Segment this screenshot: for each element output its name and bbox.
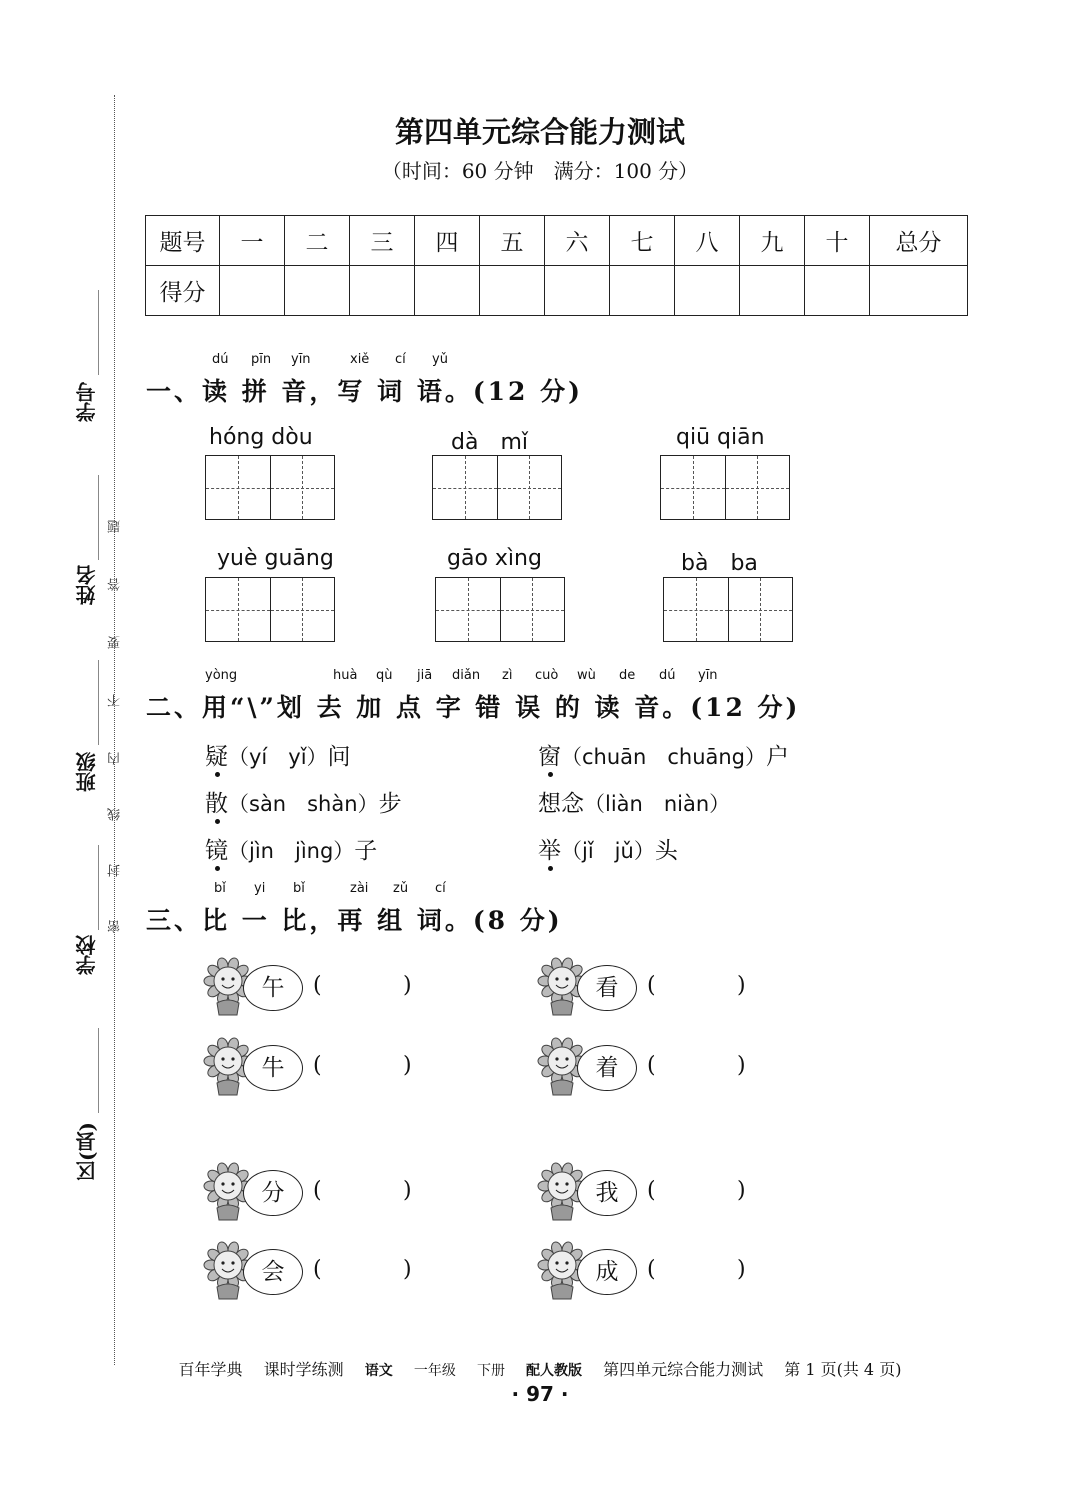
header-cell: 七: [610, 216, 675, 266]
footer-volume: 下册: [476, 1363, 505, 1379]
answer-close-paren: ): [403, 1053, 412, 1078]
section-2-title: 二、用“\”划 去 加 点 字 错 误 的 读 音。(12 分): [146, 693, 801, 722]
field-class: 班级: [75, 752, 99, 792]
seal-char: 线: [108, 808, 123, 821]
score-cell[interactable]: [480, 266, 545, 316]
question-item: 举（jǐ jǔ）头: [538, 838, 678, 864]
pinyin-prompt: gāo xìng: [447, 546, 542, 571]
pinyin: bǐ: [293, 881, 305, 896]
answer-open-paren[interactable]: (: [313, 1257, 322, 1282]
pinyin: yīn: [698, 668, 718, 683]
footer-brand: 百年学典: [178, 1360, 243, 1379]
header-cell: 五: [480, 216, 545, 266]
pinyin: cuò: [535, 668, 559, 683]
question-item: 散（sàn shàn）步: [205, 791, 402, 817]
blank-line: [98, 1028, 99, 1113]
compare-item: [203, 1158, 443, 1222]
header-cell: 二: [285, 216, 350, 266]
compare-item: [537, 953, 777, 1017]
score-cell[interactable]: [740, 266, 805, 316]
blank-line: [98, 660, 99, 745]
score-cell[interactable]: [675, 266, 740, 316]
pinyin: dú: [659, 668, 676, 683]
pinyin: qù: [376, 668, 393, 683]
answer-open-paren[interactable]: (: [647, 1257, 656, 1282]
header-cell: 八: [675, 216, 740, 266]
answer-open-paren[interactable]: (: [647, 1053, 656, 1078]
pinyin: de: [619, 668, 636, 683]
footer-grade: 一年级: [413, 1363, 456, 1379]
seal-char: 题: [108, 520, 123, 533]
row-label: 得分: [146, 266, 220, 316]
character-bubble: 分: [243, 1170, 303, 1216]
score-table: [145, 215, 968, 316]
question-item: 窗（chuān chuāng）户: [538, 744, 790, 770]
table-row: [146, 216, 968, 266]
writing-grid[interactable]: [205, 577, 335, 642]
character-bubble: 牛: [243, 1045, 303, 1091]
pinyin: dú: [212, 352, 229, 367]
score-cell[interactable]: [220, 266, 285, 316]
pinyin: pīn: [251, 352, 272, 367]
binding-line: [114, 95, 115, 1365]
table-row: [146, 266, 968, 316]
header-cell: 六: [545, 216, 610, 266]
footer-test-name: 第四单元综合能力测试: [603, 1360, 764, 1379]
answer-close-paren: ): [737, 973, 746, 998]
seal-char: 答: [108, 578, 123, 591]
score-cell[interactable]: [805, 266, 870, 316]
field-student-id: 学号: [75, 382, 99, 422]
pinyin: yi: [254, 881, 266, 896]
seal-char: 不: [108, 694, 123, 707]
answer-close-paren: ): [403, 1257, 412, 1282]
answer-open-paren[interactable]: (: [313, 1053, 322, 1078]
pinyin: yòng: [205, 668, 238, 683]
answer-close-paren: ): [403, 973, 412, 998]
pinyin-prompt: dà mǐ: [451, 430, 528, 455]
compare-item: [537, 1158, 777, 1222]
character-bubble: 我: [577, 1170, 637, 1216]
pinyin: cí: [395, 352, 406, 367]
pinyin: huà: [333, 668, 358, 683]
character-bubble: 午: [243, 965, 303, 1011]
header-cell: 四: [415, 216, 480, 266]
seal-char: 要: [108, 636, 123, 649]
answer-close-paren: ): [737, 1053, 746, 1078]
character-bubble: 着: [577, 1045, 637, 1091]
pinyin: yīn: [291, 352, 311, 367]
score-cell[interactable]: [415, 266, 480, 316]
compare-item: [203, 1237, 443, 1301]
character-bubble: 成: [577, 1249, 637, 1295]
answer-open-paren[interactable]: (: [647, 973, 656, 998]
pinyin: zǔ: [393, 881, 409, 896]
answer-close-paren: ): [737, 1178, 746, 1203]
pinyin: wù: [577, 668, 596, 683]
blank-line: [98, 475, 99, 560]
character-bubble: 会: [243, 1249, 303, 1295]
pinyin: cí: [435, 881, 446, 896]
writing-grid[interactable]: [205, 455, 335, 520]
section-1-title: 一、读 拼 音，写 词 语。(12 分): [146, 377, 583, 406]
score-cell[interactable]: [870, 266, 968, 316]
footer-subject: 语文: [364, 1363, 393, 1379]
footer-edition: 配人教版: [526, 1363, 583, 1379]
header-cell: 一: [220, 216, 285, 266]
field-name: 姓名: [75, 565, 99, 605]
writing-grid[interactable]: [435, 577, 565, 642]
question-item: 镜（jìn jìng）子: [205, 838, 378, 864]
answer-close-paren: ): [737, 1257, 746, 1282]
page-number: · 97 ·: [511, 1382, 569, 1406]
pinyin-prompt: hóng dòu: [209, 425, 313, 450]
compare-item: [203, 953, 443, 1017]
field-school: 学校: [75, 935, 99, 975]
footer-page-info: 第 1 页(共 4 页): [784, 1360, 902, 1379]
header-cell: 总分: [870, 216, 968, 266]
footer: [0, 1357, 1080, 1380]
answer-close-paren: ): [403, 1178, 412, 1203]
blank-line: [98, 290, 99, 375]
writing-grid[interactable]: [663, 577, 793, 642]
pinyin-prompt: bà ba: [681, 551, 758, 576]
pinyin-prompt: yuè guāng: [217, 546, 334, 571]
pinyin: yǔ: [432, 352, 448, 367]
answer-open-paren[interactable]: (: [647, 1178, 656, 1203]
score-cell[interactable]: [545, 266, 610, 316]
compare-item: [537, 1237, 777, 1301]
compare-item: [203, 1033, 443, 1097]
score-cell[interactable]: [610, 266, 675, 316]
page-title: 第四单元综合能力测试: [394, 115, 685, 149]
score-cell[interactable]: [350, 266, 415, 316]
score-cell[interactable]: [285, 266, 350, 316]
header-cell: 十: [805, 216, 870, 266]
writing-grid[interactable]: [432, 455, 562, 520]
pinyin: diǎn: [452, 668, 481, 683]
question-item: 想念（liàn niàn）: [538, 791, 731, 817]
seal-char: 密: [108, 920, 123, 933]
question-item: 疑（yí yǐ）问: [205, 744, 351, 770]
pinyin-prompt: qiū qiān: [676, 425, 765, 450]
pinyin: xiě: [350, 352, 370, 367]
page-subtitle: （时间：60 分钟 满分：100 分）: [381, 159, 699, 183]
seal-char: 封: [108, 864, 123, 877]
header-cell: 题号: [146, 216, 220, 266]
compare-item: [537, 1033, 777, 1097]
section-3-title: 三、比 一 比，再 组 词。(8 分): [146, 906, 563, 935]
pinyin: jiā: [417, 668, 433, 683]
header-cell: 三: [350, 216, 415, 266]
field-district: 区(县): [75, 1122, 99, 1181]
footer-series: 课时学练测: [263, 1360, 344, 1379]
writing-grid[interactable]: [660, 455, 790, 520]
answer-open-paren[interactable]: (: [313, 1178, 322, 1203]
pinyin: bǐ: [214, 881, 226, 896]
seal-char: 内: [108, 752, 123, 765]
character-bubble: 看: [577, 965, 637, 1011]
pinyin: zài: [350, 881, 369, 896]
header-cell: 九: [740, 216, 805, 266]
pinyin: zì: [502, 668, 513, 683]
answer-open-paren[interactable]: (: [313, 973, 322, 998]
blank-line: [98, 845, 99, 930]
